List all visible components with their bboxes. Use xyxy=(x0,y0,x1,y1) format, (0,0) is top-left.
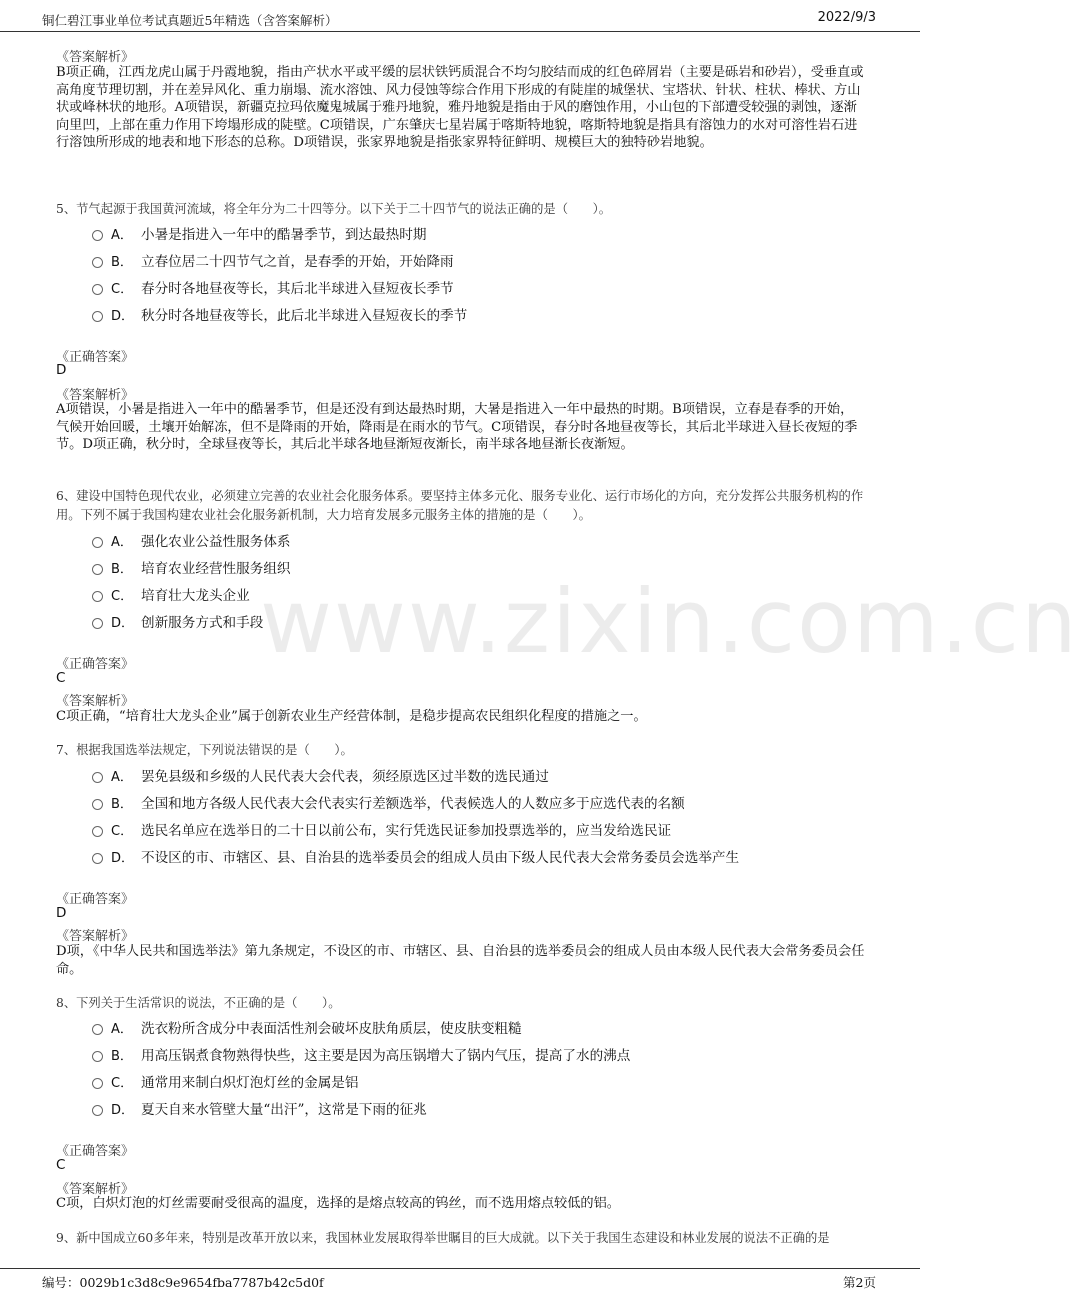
q8-answer: C xyxy=(56,1157,66,1173)
q5-option-a[interactable]: A． 小暑是指进入一年中的酷暑季节，到达最热时期 xyxy=(92,223,426,243)
q6-analysis: C项正确，“培育壮大龙头企业”属于创新农业生产经营体制，是稳步提高农民组织化程度的措施之一。 xyxy=(56,709,647,724)
q7-answer: D xyxy=(56,905,67,921)
document-date: 2022/9/3 xyxy=(817,10,876,25)
q7-option-a[interactable]: A． 罢免县级和乡级的人民代表大会代表，须经原选区过半数的选民通过 xyxy=(92,765,549,785)
radio-icon[interactable] xyxy=(92,311,103,322)
q9-question: 9、新中国成立60多年来，特别是改革开放以来，我国林业发展取得举世瞩目的巨大成就。以下关于我国生态建设和林业发展的说法不正确的是 xyxy=(56,1231,830,1245)
q7-analysis: D项，《中华人民共和国选举法》第九条规定，不设区的市、市辖区、县、自治县的选举委员会的组成人员由本级人民代表大会常务委员会任命。 xyxy=(56,944,865,977)
q5-answer: D xyxy=(56,362,67,378)
correct-answer-label: 《正确答案》 xyxy=(56,892,135,907)
q8-question: 8、下列关于生活常识的说法，不正确的是（ ）。 xyxy=(56,996,341,1010)
radio-icon[interactable] xyxy=(92,1024,103,1035)
q8-option-b[interactable]: B． 用高压锅煮食物熟得快些，这主要是因为高压锅增大了锅内气压，提高了水的沸点 xyxy=(92,1044,630,1064)
q5-question: 5、节气起源于我国黄河流域，将全年分为二十四等分。以下关于二十四节气的说法正确的是（ ）。 xyxy=(56,202,612,216)
document-title: 铜仁碧江事业单位考试真题近5年精选（含答案解析） xyxy=(42,13,338,28)
q8-option-d[interactable]: D． 夏天自来水管壁大量“出汗”，这常是下雨的征兆 xyxy=(92,1098,427,1118)
page-footer xyxy=(0,1268,920,1302)
analysis-label: 《答案解析》 xyxy=(56,1182,135,1197)
radio-icon[interactable] xyxy=(92,799,103,810)
q6-question: 6、建设中国特色现代农业，必须建立完善的农业社会化服务体系。要坚持主体多元化、服务专业化、运行市场化的方向，充分发挥公共服务机构的作用。下列不属于我国构建农业社会化服务新机制，大力培育发展多元服务主体的措施的是（ ）。 xyxy=(56,489,864,522)
radio-icon[interactable] xyxy=(92,591,103,602)
q6-option-b[interactable]: B． 培育农业经营性服务组织 xyxy=(92,557,291,577)
q8-option-c[interactable]: C． 通常用来制白炽灯泡灯丝的金属是铝 xyxy=(92,1071,359,1091)
radio-icon[interactable] xyxy=(92,257,103,268)
q5-option-b[interactable]: B． 立春位居二十四节气之首，是春季的开始，开始降雨 xyxy=(92,250,454,270)
radio-icon[interactable] xyxy=(92,537,103,548)
q6-option-d[interactable]: D． 创新服务方式和手段 xyxy=(92,611,263,631)
q6-option-a[interactable]: A． 强化农业公益性服务体系 xyxy=(92,530,291,550)
q7-option-b[interactable]: B． 全国和地方各级人民代表大会代表实行差额选举，代表候选人的人数应多于应选代表的名额 xyxy=(92,792,685,812)
radio-icon[interactable] xyxy=(92,284,103,295)
correct-answer-label: 《正确答案》 xyxy=(56,1144,135,1159)
q5-option-d[interactable]: D． 秋分时各地昼夜等长，此后北半球进入昼短夜长的季节 xyxy=(92,304,467,324)
radio-icon[interactable] xyxy=(92,826,103,837)
q6-option-c[interactable]: C． 培育壮大龙头企业 xyxy=(92,584,250,604)
page-number: 第2页 xyxy=(843,1275,876,1290)
watermark: www.zixin.com.cn xyxy=(260,570,1079,673)
analysis-label: 《答案解析》 xyxy=(56,694,135,709)
radio-icon[interactable] xyxy=(92,1105,103,1116)
document-code: 编号：0029b1c3d8c9e9654fba7787b42c5d0f xyxy=(42,1275,324,1290)
q4-analysis: B项正确，江西龙虎山属于丹霞地貌，指由产状水平或平缓的层状铁钙质混合不均匀胶结而成的红色碎屑岩（主要是砾岩和砂岩），受垂直或高角度节理切割，并在差异风化、重力崩塌、流水溶蚀、风力侵蚀等综合作用下形成的有陡崖的城堡状、宝塔状、针状、柱状、棒状、方山状或峰林状的地形。A项错误，新疆克拉玛依魔鬼城属于雅丹地貌，雅丹地貌是指由于风的磨蚀作用，小山包的下部遭受较强的剥蚀，逐渐向里凹，上部在重力作用下垮塌形成的陡壁。C项错误，广东肇庆七星岩属于喀斯特地貌，喀斯特地貌是指具有溶蚀力的水对可溶性岩石进行溶蚀所形成的地表和地下形态的总称。D项错误，张家界地貌是指张家界特征鲜明、规模巨大的独特砂岩地貌。 xyxy=(56,65,864,151)
radio-icon[interactable] xyxy=(92,1078,103,1089)
radio-icon[interactable] xyxy=(92,1051,103,1062)
radio-icon[interactable] xyxy=(92,564,103,575)
q5-option-c[interactable]: C． 春分时各地昼夜等长，其后北半球进入昼短夜长季节 xyxy=(92,277,454,297)
q5-analysis: A项错误，小暑是指进入一年中的酷暑季节，但是还没有到达最热时期，大暑是指进入一年中最热的时期。B项错误，立春是春季的开始，气候开始回暖，土壤开始解冻，但不是降雨的开始，降雨是在雨水的节气。C项错误，春分时各地昼夜等长，其后北半球进入昼长夜短的季节。D项正确，秋分时，全球昼夜等长，其后北半球各地昼渐短夜渐长，南半球各地昼渐长夜渐短。 xyxy=(56,402,858,453)
q7-option-c[interactable]: C． 选民名单应在选举日的二十日以前公布，实行凭选民证参加投票选举的，应当发给选民证 xyxy=(92,819,671,839)
correct-answer-label: 《正确答案》 xyxy=(56,350,135,365)
radio-icon[interactable] xyxy=(92,853,103,864)
q7-question: 7、根据我国选举法规定，下列说法错误的是（ ）。 xyxy=(56,743,353,757)
analysis-label: 《答案解析》 xyxy=(56,50,135,65)
page-header xyxy=(0,0,920,32)
correct-answer-label: 《正确答案》 xyxy=(56,657,135,672)
radio-icon[interactable] xyxy=(92,230,103,241)
analysis-label: 《答案解析》 xyxy=(56,929,135,944)
analysis-label: 《答案解析》 xyxy=(56,388,135,403)
q8-option-a[interactable]: A． 洗衣粉所含成分中表面活性剂会破坏皮肤角质层，使皮肤变粗糙 xyxy=(92,1017,522,1037)
q8-analysis: C项，白炽灯泡的灯丝需要耐受很高的温度，选择的是熔点较高的钨丝，而不选用熔点较低的铝。 xyxy=(56,1196,620,1211)
q6-answer: C xyxy=(56,670,66,686)
radio-icon[interactable] xyxy=(92,618,103,629)
q7-option-d[interactable]: D． 不设区的市、市辖区、县、自治县的选举委员会的组成人员由下级人民代表大会常务委员会选举产生 xyxy=(92,846,739,866)
radio-icon[interactable] xyxy=(92,772,103,783)
